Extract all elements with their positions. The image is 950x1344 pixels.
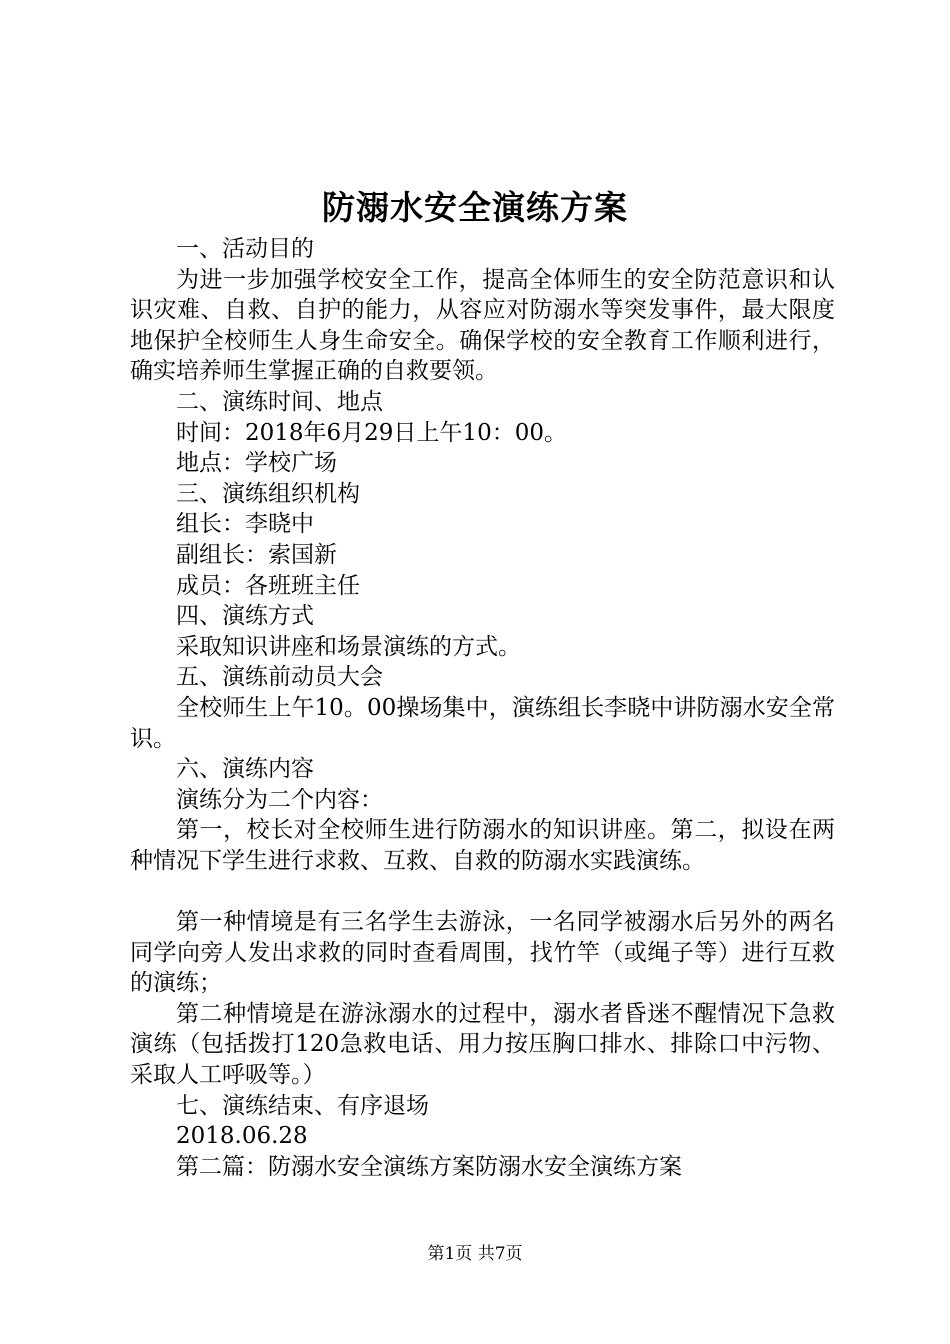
section-heading: 四、演练方式 [176,603,314,630]
section-heading: 三、演练组织机构 [176,480,360,507]
paragraph: 全校师生上午10。00操场集中，演练组长李晓中讲防溺水安全常识。 [130,694,835,752]
section-heading: 五、演练前动员大会 [176,664,383,691]
paragraph: 演练分为二个内容： [176,786,383,813]
paragraph: 时间：2018年6月29日上午10：00。 [176,419,567,446]
paragraph: 地点：学校广场 [176,450,337,477]
section-heading: 一、活动目的 [176,236,314,262]
section-heading: 二、演练时间、地点 [176,388,383,415]
paragraph: 第二篇：防溺水安全演练方案防溺水安全演练方案 [176,1153,682,1180]
paragraph: 第一，校长对全校师生进行防溺水的知识讲座。第二，拟设在两种情况下学生进行求救、互救、自救的防溺水实践演练。 [130,817,835,874]
paragraph: 成员：各班班主任 [176,572,360,599]
document-title: 防溺水安全演练方案 [322,188,628,227]
paragraph: 副组长：索国新 [176,541,337,568]
date-line: 2018.06.28 [176,1123,308,1150]
paragraph: 第二种情境是在游泳溺水的过程中，溺水者昏迷不醒情况下急救演练（包括拨打120急救电话、用力按压胸口排水、排除口中污物、采取人工呼吸等。） [130,1000,835,1089]
document-body [130,234,835,1182]
paragraph: 第一种情境是有三名学生去游泳，一名同学被溺水后另外的两名同学向旁人发出求救的同时查看周围，找竹竿（或绳子等）进行互救的演练； [130,909,835,997]
paragraph: 采取知识讲座和场景演练的方式。 [176,633,521,660]
paragraph: 为进一步加强学校安全工作，提高全体师生的安全防范意识和认识灾难、自救、自护的能力，从容应对防溺水等突发事件，最大限度地保护全校师生人身生命安全。确保学校的安全教育工作顺利进行，确实培养师生掌握正确的自救要领。 [130,266,835,385]
section-heading: 六、演练内容 [176,756,314,783]
paragraph: 组长：李晓中 [176,511,314,538]
section-heading: 七、演练结束、有序退场 [176,1092,429,1119]
page-number: 第1页 共7页 [427,1244,523,1264]
